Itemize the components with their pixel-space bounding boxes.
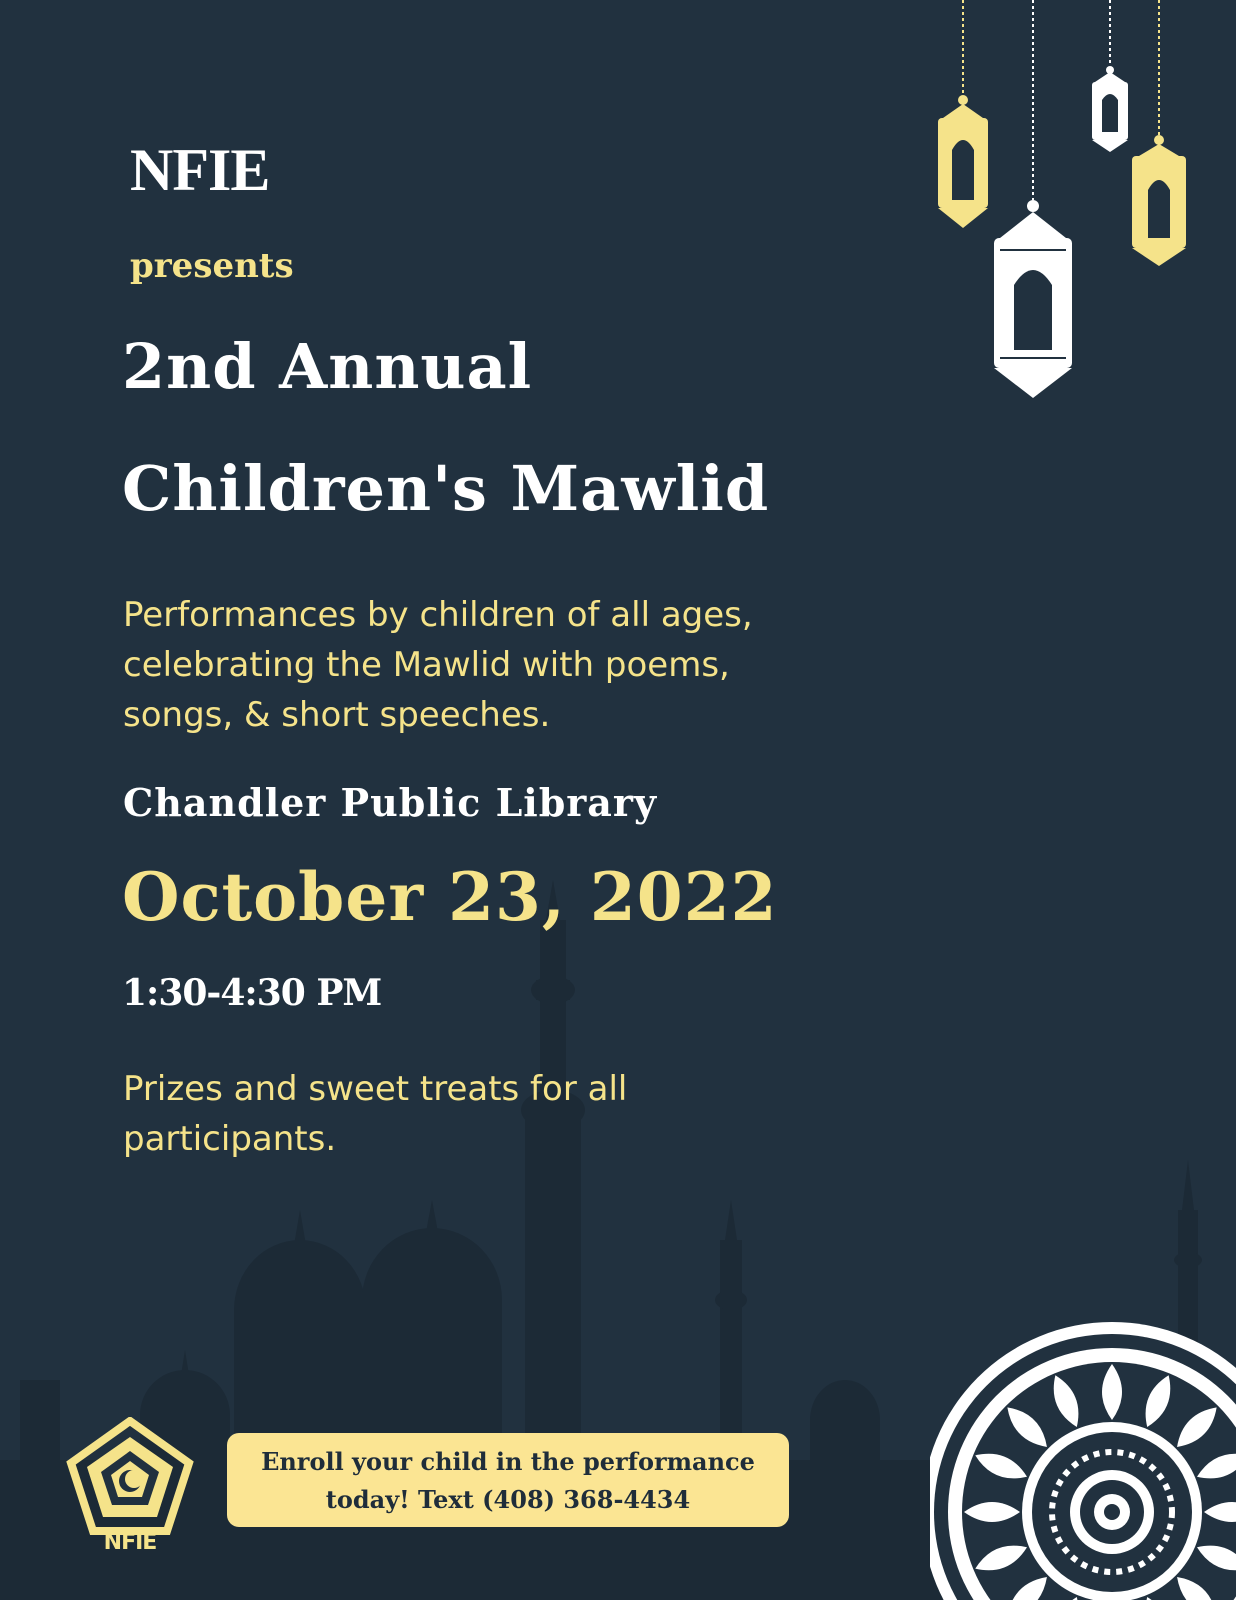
enroll-line1: Enroll your child in the performance: [261, 1447, 755, 1476]
enroll-text: [227, 1443, 789, 1519]
event-title-line1: 2nd Annual: [122, 330, 533, 403]
presents-label: presents: [130, 246, 294, 286]
event-perks: Prizes and sweet treats for all participants.: [123, 1069, 628, 1159]
event-time: 1:30-4:30 PM: [122, 972, 382, 1014]
organization-name: NFIE: [130, 137, 270, 203]
event-title-line2: Children's Mawlid: [122, 452, 770, 525]
enroll-line2: today! Text (408) 368-4434: [325, 1485, 691, 1514]
event-description: Performances by children of all ages, celebrating the Mawlid with poems, songs, & short speeches.: [123, 595, 753, 735]
mandala-ornament-icon: [930, 1290, 1236, 1600]
enroll-callout: [227, 1433, 789, 1527]
event-date: October 23, 2022: [122, 858, 778, 936]
hanging-lanterns-icon: [920, 0, 1200, 410]
event-venue: Chandler Public Library: [123, 780, 658, 825]
logo-label: NFIE: [103, 1530, 157, 1555]
